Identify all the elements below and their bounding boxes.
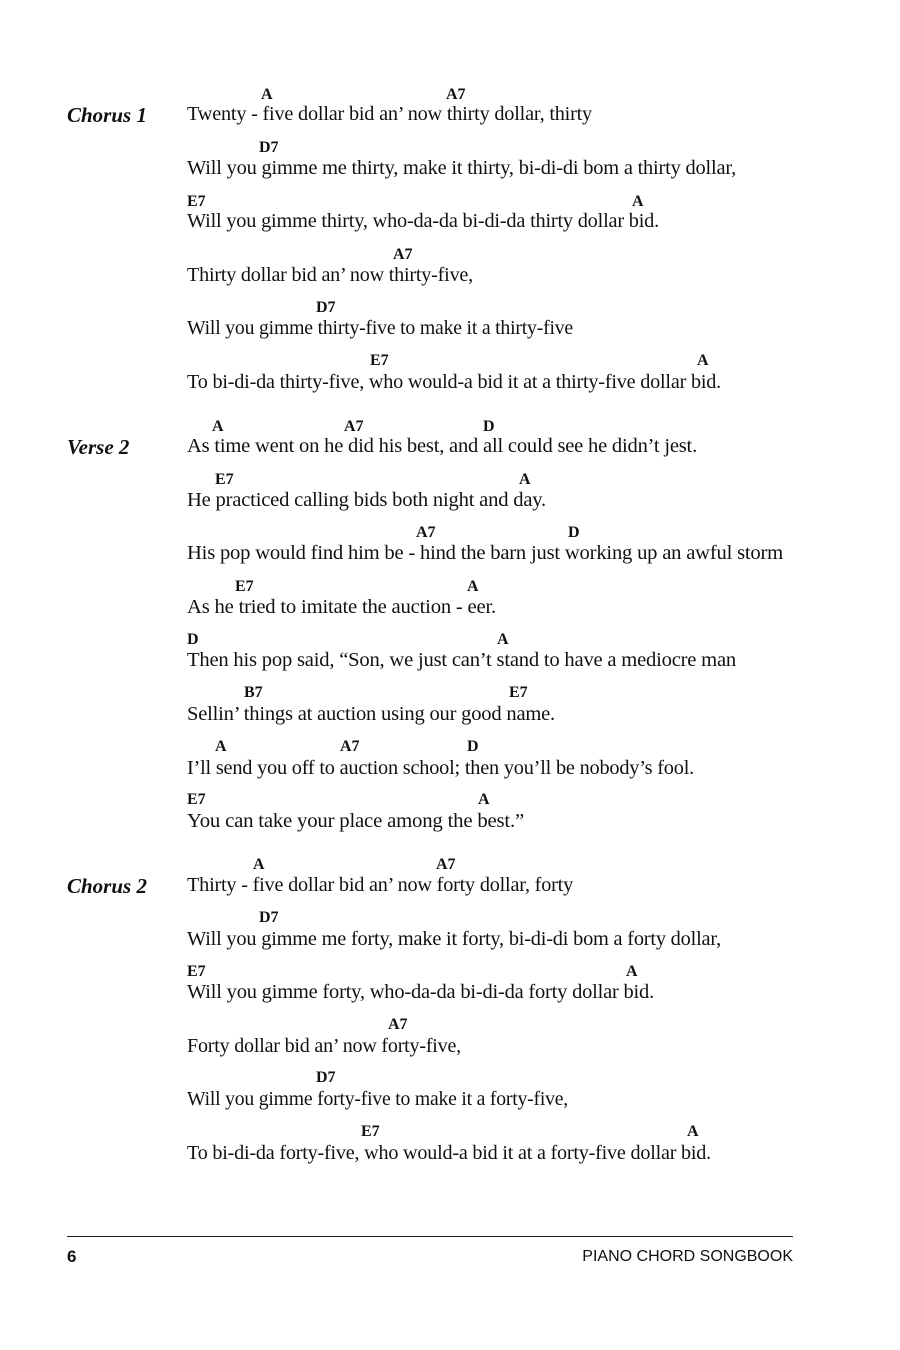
chord: D7	[259, 139, 279, 156]
lyric-line: Thirty - five dollar bid an’ now forty dollar, forty	[187, 875, 573, 896]
lyric-line: Thirty dollar bid an’ now thirty-five,	[187, 265, 473, 286]
chord: A7	[446, 86, 466, 103]
footer-rule	[67, 1236, 793, 1237]
chord: E7	[187, 963, 206, 980]
lyric-line: Will you gimme me thirty, make it thirty, bi-di-di bom a thirty dollar,	[187, 158, 736, 179]
chord: A	[467, 578, 479, 595]
chord: D	[187, 631, 199, 648]
chord: A7	[340, 738, 360, 755]
lyric-line: Will you gimme forty-five to make it a forty-five,	[187, 1089, 568, 1110]
chord: A7	[416, 524, 436, 541]
chord: A7	[344, 418, 364, 435]
lyric-line: As time went on he did his best, and all could see he didn’t jest.	[187, 436, 697, 457]
chord: D	[483, 418, 495, 435]
chord: A	[632, 193, 644, 210]
chord: A	[478, 791, 490, 808]
lyric-line: He practiced calling bids both night and day.	[187, 490, 546, 511]
chord: E7	[215, 471, 234, 488]
chord: A	[212, 418, 224, 435]
chord: D7	[316, 299, 336, 316]
chord: E7	[187, 791, 206, 808]
lyric-line: You can take your place among the best.”	[187, 811, 524, 832]
chord: A	[519, 471, 531, 488]
lyric-line: Twenty - five dollar bid an’ now thirty dollar, thirty	[187, 104, 592, 125]
chord: A	[261, 86, 273, 103]
chord: D7	[259, 909, 279, 926]
lyric-line: Will you gimme thirty-five to make it a thirty-five	[187, 318, 573, 339]
lyric-line: Forty dollar bid an’ now forty-five,	[187, 1036, 461, 1057]
page-number: 6	[67, 1247, 77, 1266]
lyric-line: As he tried to imitate the auction - eer.	[187, 597, 496, 618]
lyric-line: Sellin’ things at auction using our good name.	[187, 704, 555, 725]
chord: D	[568, 524, 580, 541]
lyric-line: Then his pop said, “Son, we just can’t stand to have a mediocre man	[187, 650, 736, 671]
chord: E7	[361, 1123, 380, 1140]
lyric-line: To bi-di-da forty-five, who would-a bid it at a forty-five dollar bid.	[187, 1143, 711, 1164]
chord: D	[467, 738, 479, 755]
chord: E7	[187, 193, 206, 210]
lyric-line: Will you gimme forty, who-da-da bi-di-da forty dollar bid.	[187, 982, 654, 1003]
chord: A	[697, 352, 709, 369]
chord: A	[497, 631, 509, 648]
chord: E7	[370, 352, 389, 369]
chord: A7	[436, 856, 456, 873]
chord: B7	[244, 684, 263, 701]
chord: A7	[393, 246, 413, 263]
lyric-line: His pop would find him be - hind the barn just working up an awful storm	[187, 543, 783, 564]
section-label-verse-2: Verse 2	[67, 435, 130, 459]
chord: E7	[235, 578, 254, 595]
chord: D7	[316, 1069, 336, 1086]
lyric-line: Will you gimme me forty, make it forty, bi-di-di bom a forty dollar,	[187, 929, 721, 950]
lyric-line: To bi-di-da thirty-five, who would-a bid it at a thirty-five dollar bid.	[187, 372, 721, 393]
chord: A	[626, 963, 638, 980]
section-label-chorus-1: Chorus 1	[67, 103, 147, 127]
chord: E7	[509, 684, 528, 701]
book-title: PIANO CHORD SONGBOOK	[582, 1248, 793, 1265]
chord: A	[687, 1123, 699, 1140]
section-label-chorus-2: Chorus 2	[67, 874, 147, 898]
lyric-line: I’ll send you off to auction school; then you’ll be nobody’s fool.	[187, 758, 694, 779]
chord: A	[253, 856, 265, 873]
chord: A7	[388, 1016, 408, 1033]
lyric-line: Will you gimme thirty, who-da-da bi-di-da thirty dollar bid.	[187, 211, 659, 232]
chord: A	[215, 738, 227, 755]
